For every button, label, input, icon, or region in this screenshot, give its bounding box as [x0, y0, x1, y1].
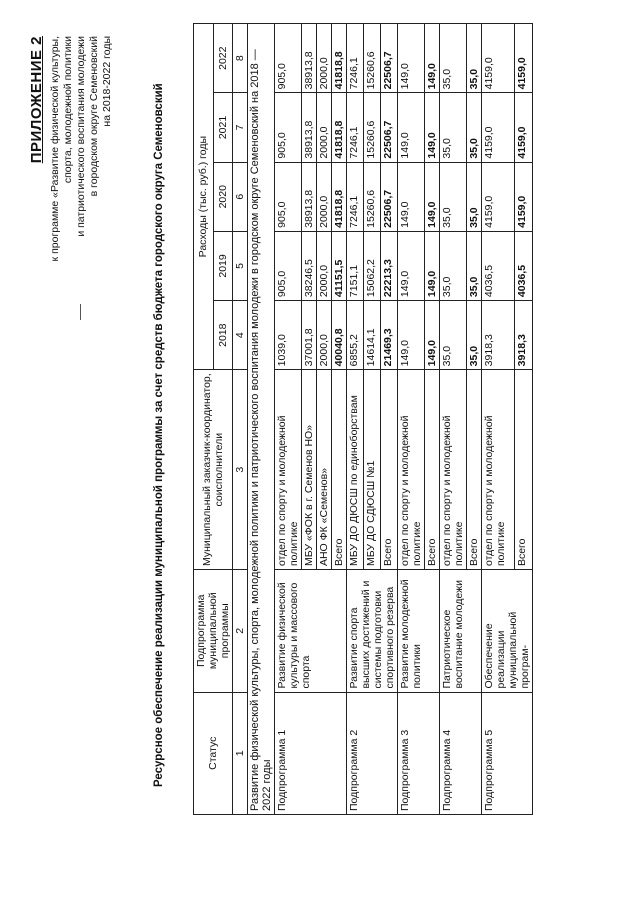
- subprogram-name: Развитие спорта высших достижений и системы подготовки спортивного резерва: [347, 570, 398, 692]
- column-number: 6: [233, 162, 248, 231]
- total-value: 4159,0: [514, 93, 532, 162]
- total-value: 149,0: [425, 93, 440, 162]
- total-label: Всего: [467, 370, 482, 570]
- total-label: Всего: [425, 370, 440, 570]
- value-cell: 38246,5: [302, 231, 317, 300]
- value-cell: 35,0: [440, 301, 467, 370]
- total-value: 21469,3: [381, 301, 398, 370]
- executor-cell: отдел по спорту и молодежной политике: [482, 370, 515, 570]
- total-value: 22506,7: [381, 24, 398, 93]
- appendix-line: и патриотического воспитания молодежи: [75, 36, 87, 237]
- total-value: 3918,3: [514, 301, 532, 370]
- executor-cell: АНО ФК «Семенов»: [317, 370, 332, 570]
- header-year: 2018: [213, 301, 233, 370]
- value-cell: 2000,0: [317, 93, 332, 162]
- value-cell: 38913,8: [302, 24, 317, 93]
- header-year: 2019: [213, 231, 233, 300]
- subprogram-name: Патриотическое воспитание молодежи: [440, 570, 482, 692]
- value-cell: 149,0: [398, 301, 425, 370]
- value-cell: 35,0: [440, 162, 467, 231]
- appendix-line: в городском округе Семеновский: [88, 36, 100, 197]
- total-value: 4159,0: [514, 24, 532, 93]
- appendix-line: спорта, молодежной политики: [62, 36, 74, 184]
- column-number: 3: [233, 370, 248, 570]
- table-row: [347, 24, 364, 815]
- value-cell: 14614,1: [364, 301, 381, 370]
- column-number: 4: [233, 301, 248, 370]
- appendix-line: к программе «Развитие физической культуры,: [49, 36, 61, 262]
- table-row: [440, 24, 467, 815]
- value-cell: 7246,1: [347, 24, 364, 93]
- executor-cell: отдел по спорту и молодежной политике: [275, 370, 302, 570]
- total-label: Всего: [381, 370, 398, 570]
- header-executor: Муниципальный заказчик-координатор, соисполнители: [194, 370, 233, 570]
- executor-cell: МБУ ДО ДЮСШ по единоборствам: [347, 370, 364, 570]
- total-value: 41818,8: [332, 24, 347, 93]
- subprogram-status: Подпрограмма 1: [275, 692, 347, 814]
- value-cell: 35,0: [440, 24, 467, 93]
- value-cell: 7246,1: [347, 162, 364, 231]
- total-label: Всего: [332, 370, 347, 570]
- value-cell: 4036,5: [482, 231, 515, 300]
- total-value: 41151,5: [332, 231, 347, 300]
- value-cell: 2000,0: [317, 301, 332, 370]
- total-value: 35,0: [467, 231, 482, 300]
- executor-cell: отдел по спорту и молодежной политике: [398, 370, 425, 570]
- total-value: 41818,8: [332, 162, 347, 231]
- table-row: [398, 24, 425, 815]
- header-expenses: Расходы (тыс. руб.) годы: [194, 24, 214, 370]
- total-label: Всего: [514, 370, 532, 570]
- header-year: 2022: [213, 24, 233, 93]
- header-row: [194, 24, 214, 815]
- document-title: Ресурсное обеспечение реализации муниципальной программы за счет средств бюджета городского округа Семеновский: [153, 83, 165, 787]
- column-numbers-row: [233, 24, 248, 815]
- value-cell: 149,0: [398, 24, 425, 93]
- value-cell: 149,0: [398, 231, 425, 300]
- total-value: 41818,8: [332, 93, 347, 162]
- subprogram-status: Подпрограмма 5: [482, 692, 533, 814]
- total-value: 22506,7: [381, 162, 398, 231]
- value-cell: 905,0: [275, 24, 302, 93]
- value-cell: 6855,2: [347, 301, 364, 370]
- subprogram-status: Подпрограмма 2: [347, 692, 398, 814]
- table-row: [275, 24, 302, 815]
- total-value: 40040,8: [332, 301, 347, 370]
- header-status: Статус: [194, 692, 233, 814]
- subprogram-status: Подпрограмма 4: [440, 692, 482, 814]
- subprogram-status: Подпрограмма 3: [398, 692, 440, 814]
- value-cell: 905,0: [275, 93, 302, 162]
- appendix-line: на 2018-2022 годы: [101, 36, 113, 127]
- total-value: 22506,7: [381, 93, 398, 162]
- executor-cell: МБУ ДО СДЮСШ №1: [364, 370, 381, 570]
- appendix-title: ПРИЛОЖЕНИЕ 2: [28, 36, 45, 164]
- total-value: 35,0: [467, 162, 482, 231]
- value-cell: 7151,1: [347, 231, 364, 300]
- value-cell: 2000,0: [317, 231, 332, 300]
- column-number: 1: [233, 692, 248, 814]
- value-cell: 4159,0: [482, 24, 515, 93]
- value-cell: 905,0: [275, 231, 302, 300]
- total-value: 35,0: [467, 93, 482, 162]
- value-cell: 2000,0: [317, 24, 332, 93]
- total-value: 35,0: [467, 24, 482, 93]
- value-cell: 37001,8: [302, 301, 317, 370]
- value-cell: 38913,8: [302, 93, 317, 162]
- program-row: [248, 24, 275, 815]
- value-cell: 38913,8: [302, 162, 317, 231]
- total-value: 149,0: [425, 301, 440, 370]
- value-cell: 15260,6: [364, 162, 381, 231]
- total-value: 149,0: [425, 162, 440, 231]
- value-cell: 149,0: [398, 162, 425, 231]
- value-cell: 905,0: [275, 162, 302, 231]
- value-cell: 7246,1: [347, 93, 364, 162]
- total-value: 4159,0: [514, 162, 532, 231]
- header-subprogram: Подпрограмма муниципальной программы: [194, 570, 233, 692]
- executor-cell: отдел по спорту и молодежной политике: [440, 370, 467, 570]
- resource-table: [193, 23, 533, 815]
- table-row: [482, 24, 515, 815]
- value-cell: 35,0: [440, 93, 467, 162]
- value-cell: 15260,6: [364, 93, 381, 162]
- subprogram-name: Обеспечение реализации муниципальной програм-: [482, 570, 533, 692]
- subprogram-name: Развитие физической культуры и массового спорта: [275, 570, 347, 692]
- subprogram-name: Развитие молодежной политики: [398, 570, 440, 692]
- value-cell: 15260,6: [364, 24, 381, 93]
- value-cell: 2000,0: [317, 162, 332, 231]
- total-value: 35,0: [467, 301, 482, 370]
- total-value: 22213,3: [381, 231, 398, 300]
- total-value: 149,0: [425, 231, 440, 300]
- value-cell: 149,0: [398, 93, 425, 162]
- column-number: 7: [233, 93, 248, 162]
- value-cell: 3918,3: [482, 301, 515, 370]
- header-year: 2020: [213, 162, 233, 231]
- executor-cell: МБУ «ФОК в г. Семенов НО»: [302, 370, 317, 570]
- total-value: 4036,5: [514, 231, 532, 300]
- column-number: 2: [233, 570, 248, 692]
- column-number: 8: [233, 24, 248, 93]
- total-value: 149,0: [425, 24, 440, 93]
- appendix-block: [28, 36, 114, 456]
- column-number: 5: [233, 231, 248, 300]
- header-year: 2021: [213, 93, 233, 162]
- value-cell: 1039,0: [275, 301, 302, 370]
- value-cell: 35,0: [440, 231, 467, 300]
- value-cell: 15062,2: [364, 231, 381, 300]
- value-cell: 4159,0: [482, 93, 515, 162]
- value-cell: 4159,0: [482, 162, 515, 231]
- program-title: Развитие физической культуры, спорта, молодежной политики и патриотического воспитания молодежи в городском округе Семеновский на 2018 — 2022 годы: [248, 24, 275, 815]
